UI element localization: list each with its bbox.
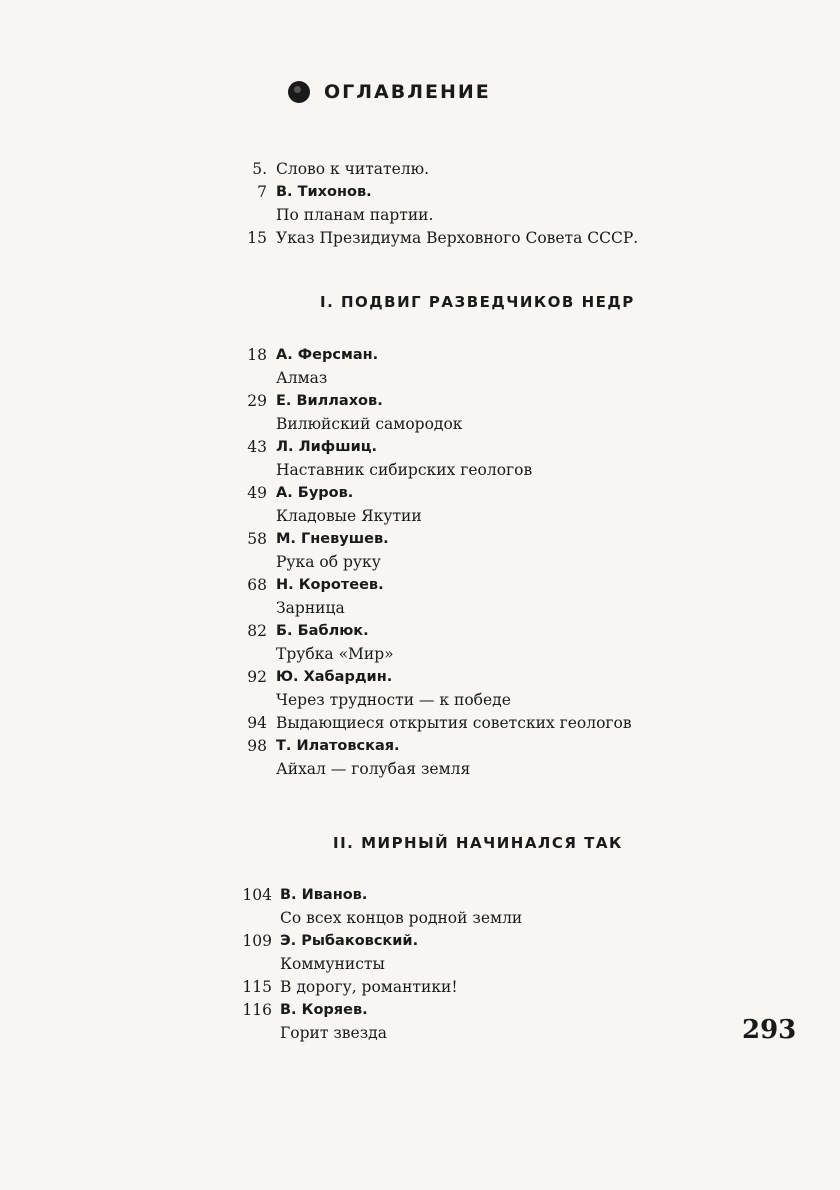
- entry-page-number: 94: [247, 714, 267, 732]
- circle-ornament-icon: [288, 81, 310, 103]
- toc-entry: [0, 999, 840, 1045]
- toc-entry: [0, 528, 840, 574]
- entry-author: Е. Виллахов.: [276, 393, 383, 409]
- toc-intro: [0, 158, 840, 250]
- entry-title: Через трудности — к победе: [276, 691, 511, 709]
- section-heading-2: II. МИРНЫЙ НАЧИНАЛСЯ ТАК: [333, 834, 623, 852]
- entry-page-number: 92: [247, 668, 267, 686]
- entry-author: Э. Рыбаковский.: [280, 933, 419, 949]
- entry-title: Наставник сибирских геологов: [276, 461, 533, 479]
- entry-title: Выдающиеся открытия советских геологов: [276, 714, 632, 732]
- entry-author: А. Ферсман.: [276, 347, 379, 363]
- entry-author: Т. Илатовская.: [276, 738, 400, 754]
- toc-entry: [0, 482, 840, 528]
- toc-entry: [0, 390, 840, 436]
- toc-section-1: [0, 344, 840, 781]
- toc-entry: [0, 884, 840, 930]
- entry-author: В. Иванов.: [280, 887, 368, 903]
- entry-author: В. Коряев.: [280, 1002, 368, 1018]
- toc-section-2: [0, 884, 840, 1045]
- entry-title: Указ Президиума Верховного Совета СССР.: [276, 229, 639, 247]
- page-title: [288, 78, 491, 106]
- entry-author: В. Тихонов.: [276, 184, 372, 200]
- toc-entry: [0, 574, 840, 620]
- entry-title: Зарница: [276, 599, 345, 617]
- entry-page-number: 18: [247, 346, 267, 364]
- entry-page-number: 104: [242, 886, 272, 904]
- entry-page-number: 116: [242, 1001, 272, 1019]
- entry-title: В дорогу, романтики!: [280, 978, 458, 996]
- entry-page-number: 5.: [252, 160, 267, 178]
- toc-entry: [0, 436, 840, 482]
- entry-title: Слово к читателю.: [276, 160, 430, 178]
- entry-title: Кладовые Якутии: [276, 507, 422, 525]
- toc-entry: [0, 712, 840, 735]
- entry-title: Трубка «Мир»: [276, 645, 394, 663]
- toc-entry: [0, 344, 840, 390]
- entry-page-number: 29: [247, 392, 267, 410]
- entry-page-number: 115: [242, 978, 272, 996]
- entry-author: Ю. Хабардин.: [276, 669, 393, 685]
- toc-entry: [0, 227, 840, 250]
- toc-entry: [0, 620, 840, 666]
- entry-title: Коммунисты: [280, 955, 385, 973]
- entry-author: М. Гневушев.: [276, 531, 389, 547]
- entry-page-number: 109: [242, 932, 272, 950]
- toc-entry: [0, 181, 840, 227]
- entry-author: Б. Баблюк.: [276, 623, 369, 639]
- entry-page-number: 68: [247, 576, 267, 594]
- entry-page-number: 15: [247, 229, 267, 247]
- toc-entry: [0, 735, 840, 781]
- entry-page-number: 43: [247, 438, 267, 456]
- toc-entry: [0, 666, 840, 712]
- entry-title: Айхал — голубая земля: [276, 760, 471, 778]
- toc-entry: [0, 930, 840, 976]
- entry-title: Алмаз: [276, 369, 328, 387]
- title-text: ОГЛАВЛЕНИЕ: [324, 81, 491, 103]
- entry-author: Л. Лифшиц.: [276, 439, 378, 455]
- entry-page-number: 82: [247, 622, 267, 640]
- entry-author: Н. Коротеев.: [276, 577, 384, 593]
- entry-page-number: 98: [247, 737, 267, 755]
- entry-title: Рука об руку: [276, 553, 381, 571]
- entry-title: По планам партии.: [276, 206, 434, 224]
- toc-entry: [0, 976, 840, 999]
- page-number: 293: [742, 1015, 797, 1045]
- entry-title: Вилюйский самородок: [276, 415, 463, 433]
- entry-author: А. Буров.: [276, 485, 354, 501]
- toc-entry: [0, 158, 840, 181]
- entry-page-number: 58: [247, 530, 267, 548]
- entry-page-number: 7: [257, 183, 267, 201]
- entry-title: Со всех концов родной земли: [280, 909, 523, 927]
- section-heading-1: I. ПОДВИГ РАЗВЕДЧИКОВ НЕДР: [320, 293, 635, 311]
- entry-title: Горит звезда: [280, 1024, 387, 1042]
- entry-page-number: 49: [247, 484, 267, 502]
